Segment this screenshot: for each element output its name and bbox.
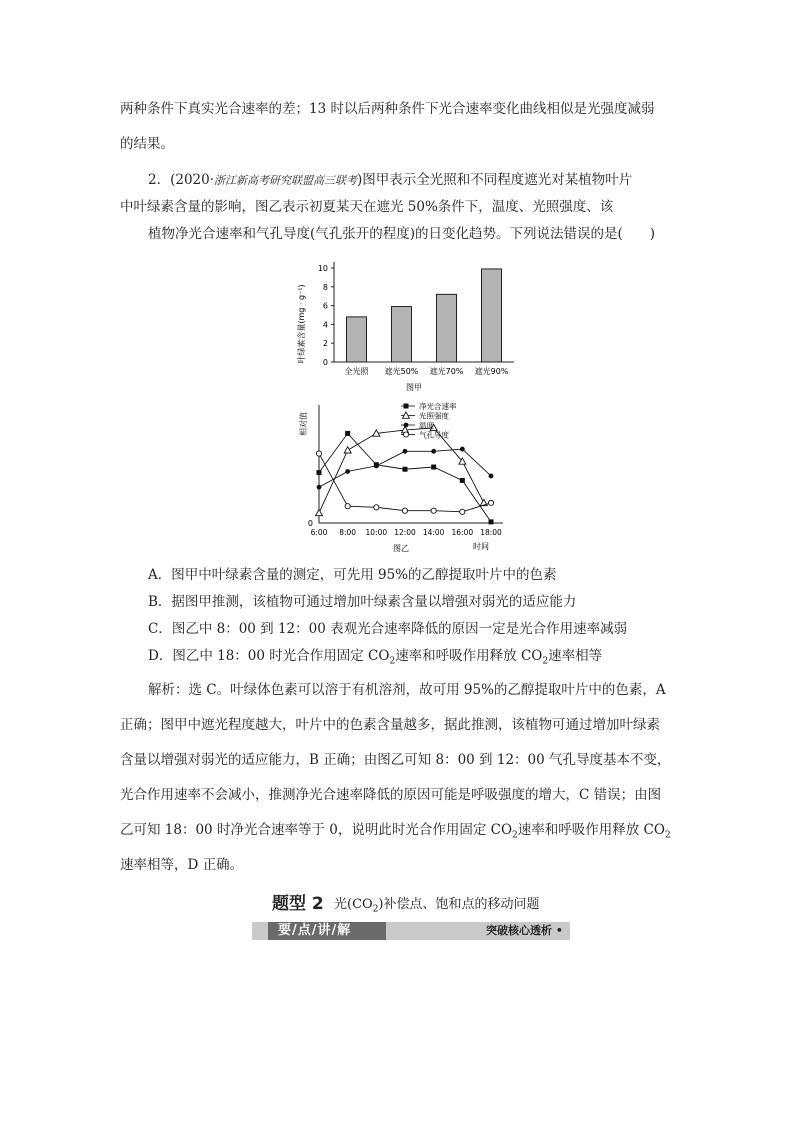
line-chart-point-square: [489, 519, 494, 524]
line-chart-point-dot: [489, 474, 494, 479]
bar-chart-ylabel: 叶绿素含量(mg · g⁻¹): [297, 284, 306, 364]
line-chart-point-square: [460, 478, 465, 483]
line-chart-legend-marker: [404, 423, 409, 428]
line-chart-point-square: [317, 470, 322, 475]
line-chart-xtick-label: 8:00: [339, 528, 357, 537]
section-band-right-label: 突破核心透析 •: [486, 924, 563, 937]
line-chart-point-triangle: [344, 447, 351, 453]
bar-chart-bar: [347, 317, 367, 362]
intro-line-2: 的结果。: [120, 136, 174, 152]
line-chart-ylabel: 相对值: [299, 412, 308, 436]
bar-chart-bar: [392, 307, 412, 362]
section-subtitle-pre: 光(CO: [334, 897, 373, 912]
line-chart-legend-marker: [404, 404, 409, 409]
analysis-line-5-mid: 速率和呼吸作用释放 CO: [517, 822, 665, 838]
line-chart-point-circle: [488, 500, 493, 505]
line-chart-legend-label: 光照强度: [419, 411, 449, 421]
figure-yi-line-chart: [295, 398, 525, 558]
line-chart-point-triangle: [316, 509, 323, 515]
section-subtitle-sub: 2: [372, 904, 379, 915]
analysis-line-1: 解析：选 C。叶绿体色素可以溶于有机溶剂，故可用 95%的乙醇提取叶片中的色素，A: [148, 682, 666, 698]
bar-chart-ytick-label: 6: [322, 301, 328, 311]
bar-chart-ytick-label: 10: [317, 264, 328, 273]
bar-chart-category-label: 遮光50%: [384, 367, 419, 376]
line-chart-point-square: [431, 465, 436, 470]
analysis-line-6: 速率相等，D 正确。: [120, 857, 244, 873]
section-band-label: 要/点/讲/解: [278, 923, 352, 938]
line-chart-point-circle: [431, 508, 436, 513]
line-chart-xtick-label: 12:00: [394, 528, 416, 537]
analysis-line-2: 正确；图甲中遮光程度越大，叶片中的色素含量越多，据此推测，该植物可通过增加叶绿素: [120, 717, 660, 733]
analysis-line-4: 光合作用速率不会减小，推测净光合速率降低的原因可能是呼吸强度的增大，C 错误；由图: [120, 787, 662, 803]
line-chart-xtick-label: 18:00: [480, 528, 502, 537]
bar-chart-title: 图甲: [406, 383, 422, 392]
analysis-line-5-pre: 乙可知 18：00 时净光合速率等于 0，说明此时光合作用固定 CO: [120, 822, 513, 838]
option-d-sub-1: 2: [389, 656, 396, 667]
line-chart-point-circle: [374, 505, 379, 510]
line-chart-series-triangle: [319, 428, 484, 513]
analysis-sub-1: 2: [512, 830, 518, 841]
line-chart-point-circle: [402, 508, 407, 513]
option-d-pre: D．图乙中 18：00 时光合作用固定 CO: [148, 648, 390, 664]
line-chart-point-dot: [374, 463, 379, 468]
intro-line-1: 两种条件下真实光合速率的差；13 时以后两种条件下光合速率变化曲线相似是光强度减弱: [120, 101, 655, 117]
line-chart-point-circle: [460, 509, 465, 514]
question-stem-line-1: [148, 171, 632, 190]
bar-chart-category-label: 全光照: [344, 367, 369, 376]
line-chart-point-dot: [403, 449, 408, 454]
line-chart-point-circle: [316, 451, 321, 456]
question-stem-line-3: 植物净光合速率和气孔导度(气孔张开的程度)的日变化趋势。下列说法错误的是( ): [148, 226, 656, 242]
line-chart-point-dot: [317, 485, 322, 490]
line-chart-xtick-label: 10:00: [365, 528, 388, 537]
analysis-line-3: 含量以增强对弱光的适应能力，B 正确；由图乙可知 8：00 到 12：00 气孔导度基本不变，: [120, 752, 671, 768]
line-chart-xtick-label: 16:00: [451, 528, 474, 537]
line-chart-xtick-label: 14:00: [422, 528, 445, 537]
line-chart-point-square: [403, 467, 408, 472]
section-subtitle-post: )补偿点、饱和点的移动问题: [378, 897, 540, 912]
option-d-mid: 速率和呼吸作用释放 CO: [395, 648, 543, 664]
line-chart-origin-label: 0: [307, 519, 313, 528]
bar-chart-ytick-label: 2: [322, 339, 328, 349]
line-chart-xlabel: 时间: [473, 542, 489, 551]
section-title: 题型 2: [272, 894, 324, 914]
option-a: A．图甲中叶绿素含量的测定，可先用 95%的乙醇提取叶片中的色素: [148, 567, 557, 583]
analysis-line-5: [120, 821, 671, 845]
question-stem-line-2: 中叶绿素含量的影响，图乙表示初夏某天在遮光 50%条件下，温度、光照强度、该: [120, 199, 614, 215]
line-chart-point-dot: [345, 469, 350, 474]
option-c: C．图乙中 8：00 到 12：00 表观光合速率降低的原因一定是光合作用速率减弱: [148, 621, 628, 637]
line-chart-point-square: [345, 431, 350, 436]
bar-chart-ytick-label: 4: [322, 320, 328, 330]
question-source: 浙江新高考研究联盟高三联考: [214, 174, 358, 187]
line-chart-legend-marker: [403, 432, 408, 437]
bar-chart-category-label: 遮光70%: [429, 367, 464, 376]
line-chart-legend-label: 气孔导度: [419, 430, 449, 440]
line-chart-legend-label: 温度: [419, 421, 434, 430]
line-chart-legend-label: 净光合速率: [419, 402, 457, 411]
line-chart-title: 图乙: [393, 544, 409, 553]
bar-chart-bar: [437, 294, 457, 362]
option-d-post: 速率相等: [548, 648, 603, 664]
bar-chart-bar: [482, 269, 502, 362]
line-chart-point-dot: [431, 449, 436, 454]
option-b: B．据图甲推测，该植物可通过增加叶绿素含量以增强对弱光的适应能力: [148, 594, 577, 610]
option-d-sub-2: 2: [542, 656, 549, 667]
section-subtitle: [334, 893, 540, 915]
bar-chart-ytick-label: 8: [322, 282, 328, 292]
question-stem-tail: )图甲表示全光照和不同程度遮光对某植物叶片: [357, 172, 633, 188]
option-d: [148, 647, 602, 671]
line-chart-xtick-label: 6:00: [310, 528, 328, 537]
line-chart-point-circle: [345, 504, 350, 509]
bar-chart-ytick-label: 0: [322, 358, 328, 367]
question-number: 2．(2020·: [148, 172, 215, 188]
figure-jia-bar-chart: [290, 258, 530, 398]
line-chart-point-dot: [460, 447, 465, 452]
bar-chart-category-label: 遮光90%: [474, 367, 509, 376]
analysis-sub-2: 2: [664, 830, 671, 841]
